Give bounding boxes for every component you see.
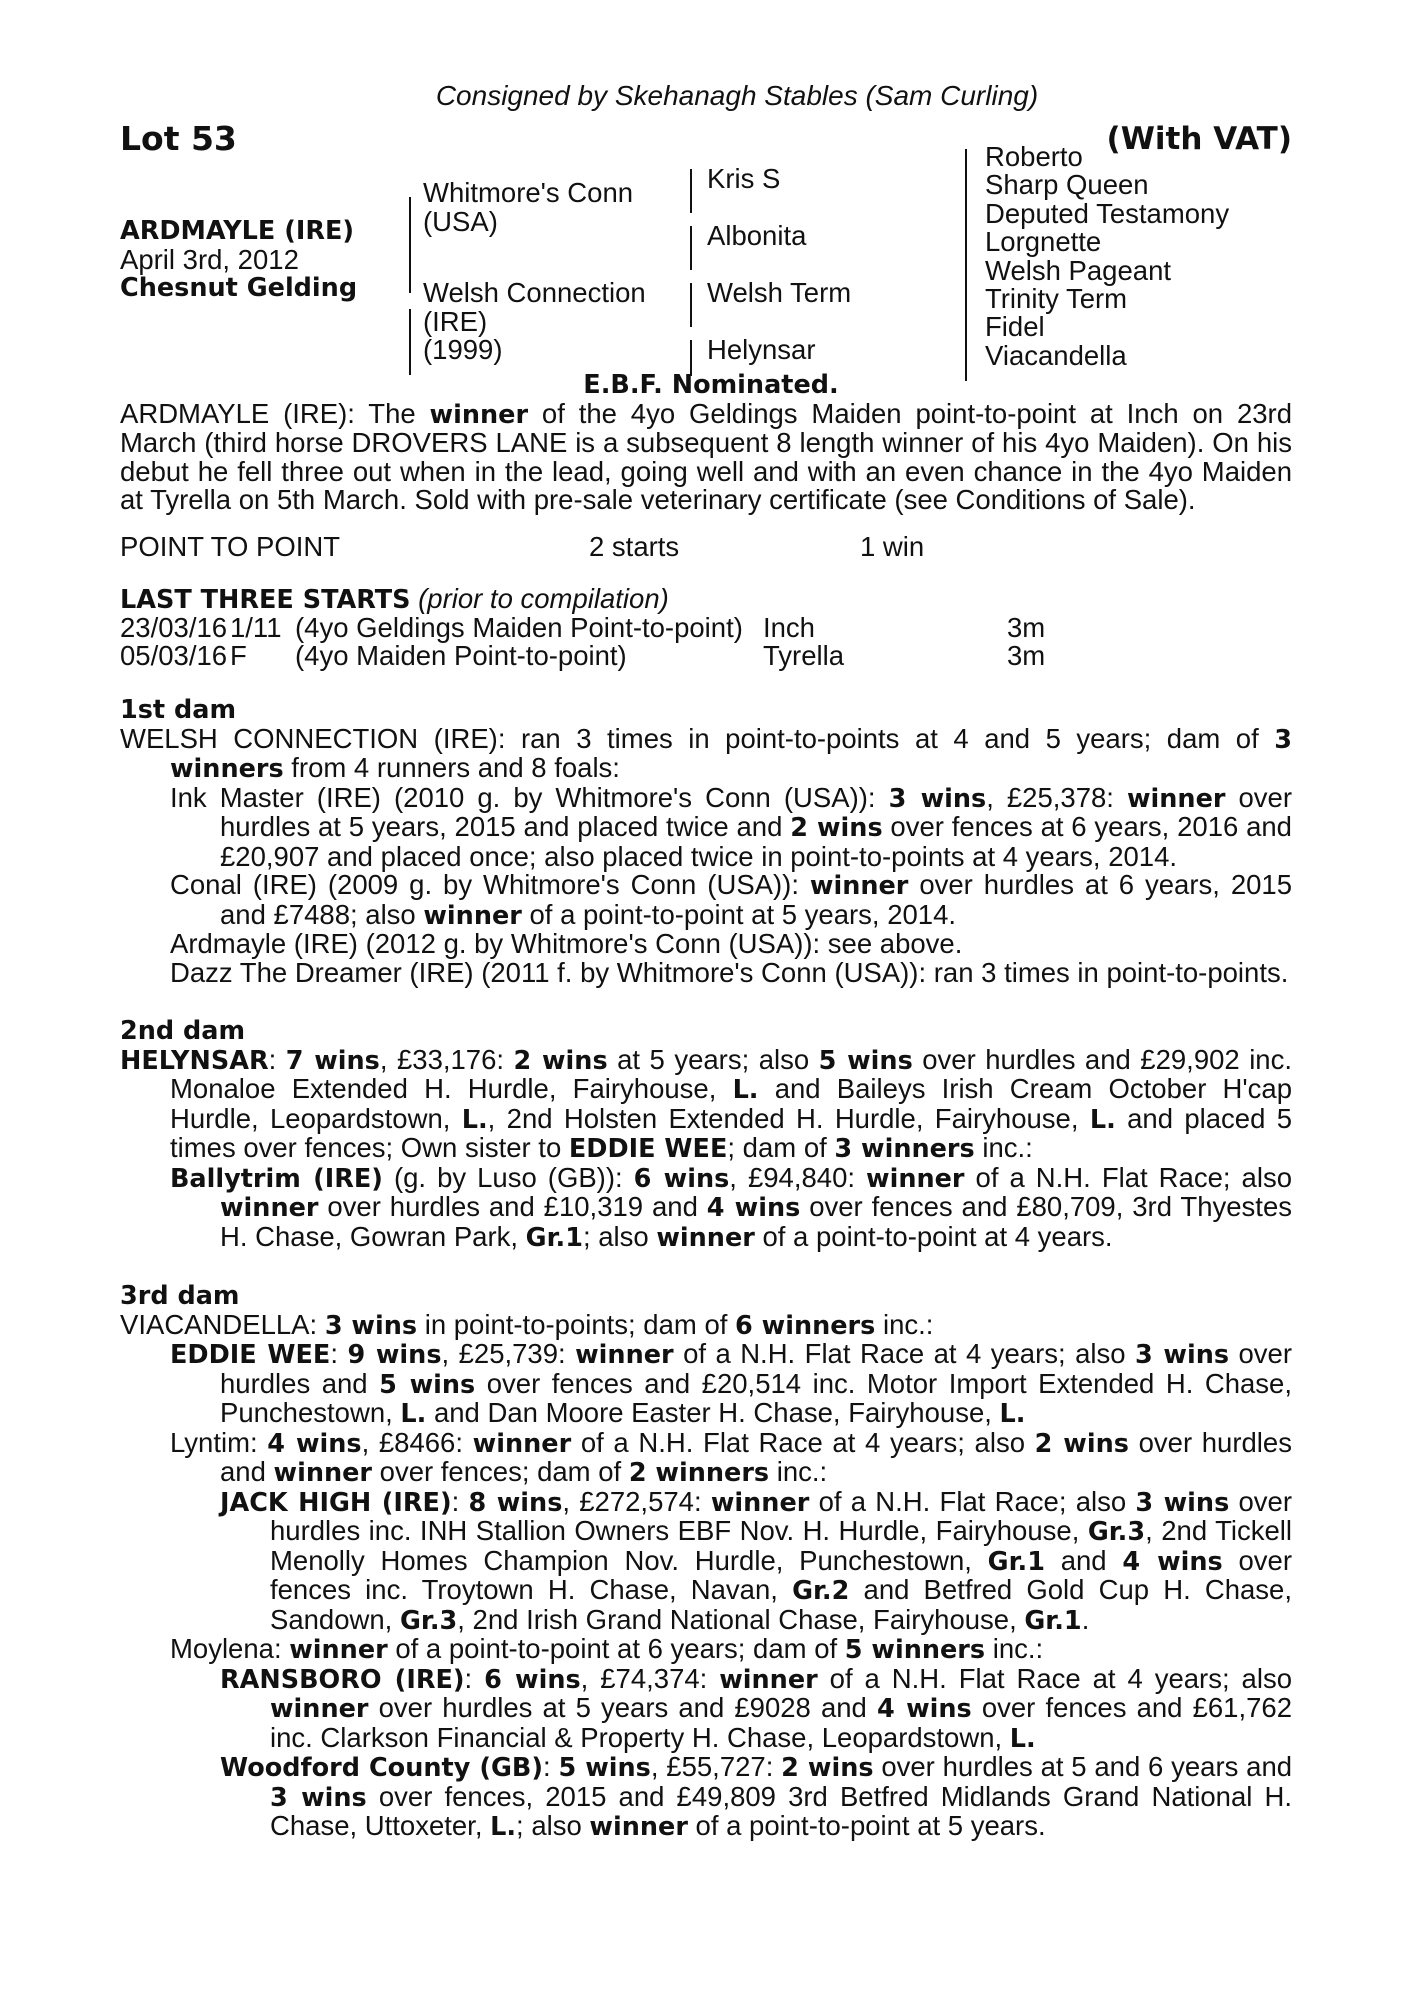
bold-highlight: 2 winners bbox=[628, 1458, 770, 1488]
last-starts-table bbox=[120, 614, 1292, 670]
race-record bbox=[120, 530, 1292, 562]
bold-highlight: 4 wins bbox=[267, 1428, 362, 1459]
granddam-sire: Albonita bbox=[707, 220, 807, 251]
catalogue-page bbox=[120, 82, 1292, 1842]
bold-highlight: 5 wins bbox=[379, 1369, 476, 1400]
bold-highlight: L. bbox=[461, 1104, 488, 1135]
bold-highlight: Gr.1 bbox=[987, 1546, 1045, 1577]
bold-highlight: 4 wins bbox=[706, 1193, 801, 1223]
gg-6: Trinity Term bbox=[985, 283, 1128, 315]
produce-entry: WELSH CONNECTION (IRE): ran 3 times in point-to-points at 4 and 5 years; dam of 3 winners from 4 runners and 8 foals: bbox=[120, 722, 1292, 784]
gg-2: Sharp Queen bbox=[985, 169, 1149, 201]
bold-highlight: winner bbox=[710, 1487, 810, 1518]
second-dam-title: 2nd dam bbox=[120, 1016, 246, 1046]
start-race: (4yo Maiden Point-to-point) bbox=[295, 640, 627, 671]
start-pos: F bbox=[230, 640, 247, 671]
bold-highlight: winner bbox=[809, 871, 909, 901]
bold-highlight: 2 wins bbox=[781, 1753, 874, 1783]
dam-year: (1999) bbox=[423, 334, 503, 365]
pedigree-divider bbox=[409, 197, 411, 293]
bold-highlight: 6 wins bbox=[633, 1163, 730, 1194]
start-course: Tyrella bbox=[763, 640, 844, 671]
bold-highlight: L. bbox=[400, 1399, 427, 1429]
produce-entry: Ballytrim (IRE) (g. by Luso (GB)): 6 wins, £94,840: winner of a N.H. Flat Race; also winner over hurdles and £10,319 and 4 wins over fences and £80,709, 3rd Thyestes H. Chase, Gowran Park, Gr.1; also winner of a point-to-point at 4 years. bbox=[170, 1161, 1292, 1253]
bold-highlight: 3 wins bbox=[270, 1782, 367, 1813]
third-dam-title: 3rd dam bbox=[120, 1281, 240, 1311]
bold-highlight: L. bbox=[490, 1812, 517, 1842]
sire-name: Whitmore's Conn bbox=[423, 177, 634, 208]
horse-dob: April 3rd, 2012 bbox=[120, 243, 299, 275]
great-grandparents bbox=[985, 143, 1229, 370]
bold-highlight: 3 wins bbox=[1135, 1487, 1230, 1518]
gg-7: Fidel bbox=[985, 311, 1045, 343]
last-starts-note: (prior to compilation) bbox=[418, 582, 669, 614]
bold-highlight: 2 wins bbox=[1034, 1428, 1129, 1459]
bold-highlight: 2 wins bbox=[790, 813, 883, 843]
produce-entry: Ink Master (IRE) (2010 g. by Whitmore's Conn (USA)): 3 wins, £25,378: winner over hurdles at 5 years, 2015 and placed twice and 2 wins over fences at 6 years, 2016 and £20,907 and placed once; also placed twice in point-to-points at 4 years, 2014. bbox=[170, 781, 1292, 872]
bold-highlight: winner bbox=[866, 1163, 965, 1194]
produce-entry: EDDIE WEE: 9 wins, £25,739: winner of a N.H. Flat Race at 4 years; also 3 wins over hurdles and 5 wins over fences and £20,514 inc. Motor Import Extended H. Chase, Punchestown, L. and Dan Moore Easter H. Chase, Fairyhouse, L. bbox=[170, 1338, 1293, 1429]
bold-highlight: HELYNSAR bbox=[120, 1045, 269, 1076]
start-date: 05/03/16 bbox=[120, 640, 228, 671]
gg-5: Welsh Pageant bbox=[985, 254, 1172, 286]
first-dam-title: 1st dam bbox=[120, 695, 237, 725]
third-dam-section bbox=[120, 1308, 1293, 1842]
sire-country: (USA) bbox=[423, 205, 498, 237]
bold-highlight: winner bbox=[472, 1428, 572, 1459]
dam-name: Welsh Connection bbox=[423, 277, 646, 308]
bold-highlight: Gr.2 bbox=[792, 1576, 850, 1606]
produce-entry: Lyntim: 4 wins, £8466: winner of a N.H. Flat Race at 4 years; also 2 wins over hurdles and winner over fences; dam of 2 winners inc.: bbox=[170, 1426, 1292, 1488]
bold-highlight: L. bbox=[1009, 1723, 1036, 1754]
gg-3: Deputed Testamony bbox=[985, 197, 1230, 229]
bold-highlight: winner bbox=[423, 900, 522, 931]
start-dist: 3m bbox=[1007, 640, 1046, 671]
produce-entry: JACK HIGH (IRE): 8 wins, £272,574: winner of a N.H. Flat Race; also 3 wins over hurdles inc. INH Stallion Owners EBF Nov. H. Hurdle, Fairyhouse, Gr.3, 2nd Tickell Menolly Homes Champion Nov. Hurdle, Punchestown, Gr.1 and 4 wins over fences inc. Troytown H. Chase, Navan, Gr.2 and Betfred Gold Cup H. Chase, Sandown, Gr.3, 2nd Irish Grand National Chase, Fairyhouse, Gr.1. bbox=[220, 1485, 1292, 1636]
bold-highlight: 9 wins bbox=[347, 1340, 442, 1370]
horse-sex: Chesnut Gelding bbox=[120, 273, 358, 303]
bold-highlight: 5 winners bbox=[844, 1635, 986, 1665]
bold-highlight: 3 wins bbox=[324, 1310, 418, 1341]
start-date: 23/03/16 bbox=[120, 612, 228, 643]
bold-highlight: winner bbox=[220, 1193, 319, 1223]
produce-entry: Conal (IRE) (2009 g. by Whitmore's Conn (USA)): winner over hurdles at 6 years, 2015 and £7488; also winner of a point-to-point at 5 years, 2014. bbox=[170, 869, 1293, 931]
bold-highlight: EDDIE WEE bbox=[170, 1340, 331, 1370]
pedigree-divider bbox=[690, 226, 692, 270]
start-course: Inch bbox=[763, 612, 815, 643]
produce-entry: RANSBORO (IRE): 6 wins, £74,374: winner of a N.H. Flat Race at 4 years; also winner over hurdles at 5 years and £9028 and 4 wins over fences and £61,762 inc. Clarkson Financial & Property H. Chase, Leopardstown, L. bbox=[220, 1662, 1292, 1754]
bold-highlight: L. bbox=[1089, 1104, 1116, 1135]
bold-highlight: Ballytrim (IRE) bbox=[170, 1163, 383, 1194]
pedigree-divider bbox=[965, 149, 967, 381]
granddam-dam: Helynsar bbox=[707, 334, 816, 365]
gg-1: Roberto bbox=[985, 141, 1083, 172]
produce-entry: Woodford County (GB): 5 wins, £55,727: 2 wins over hurdles at 5 and 6 years and 3 wins over fences, 2015 and £49,809 3rd Betfred Midlands Grand National H. Chase, Uttoxeter, L.; also winner of a point-to-point at 5 years. bbox=[220, 1751, 1293, 1842]
bold-highlight: L. bbox=[999, 1399, 1026, 1429]
dam bbox=[423, 279, 646, 365]
first-dam-section bbox=[120, 722, 1293, 988]
bold-highlight: 3 winners bbox=[170, 724, 1292, 784]
consignor-line: Consigned by Skehanagh Stables (Sam Curling) bbox=[435, 80, 1039, 111]
record-wins: 1 win bbox=[860, 530, 925, 562]
sire bbox=[423, 179, 633, 236]
pedigree-divider bbox=[690, 169, 692, 213]
bold-highlight: Gr.1 bbox=[1024, 1605, 1082, 1636]
bold-highlight: 3 wins bbox=[1134, 1340, 1230, 1370]
pedigree-divider bbox=[690, 340, 692, 376]
produce-entry: Moylena: winner of a point-to-point at 6 years; dam of 5 winners inc.: bbox=[170, 1633, 1044, 1665]
horse-info bbox=[120, 217, 357, 303]
produce-entry: Ardmayle (IRE) (2012 g. by Whitmore's Conn (USA)): see above. bbox=[170, 928, 963, 959]
produce-entry: HELYNSAR: 7 wins, £33,176: 2 wins at 5 years; also 5 wins over hurdles and £29,902 inc. Monaloe Extended H. Hurdle, Fairyhouse, L. and Baileys Irish Cream October H'cap Hurdle, Leopardstown, L., 2nd Holsten Extended H. Hurdle, Fairyhouse, L. and placed 5 times over fences; Own sister to EDDIE WEE; dam of 3 winners inc.: bbox=[120, 1043, 1293, 1164]
last-starts-header bbox=[120, 582, 1292, 615]
record-starts: 2 starts bbox=[589, 530, 680, 562]
grandsire-sire: Kris S bbox=[707, 163, 781, 194]
bold-highlight: L. bbox=[732, 1075, 759, 1105]
bold-highlight: winner bbox=[719, 1664, 818, 1695]
bold-highlight: 6 wins bbox=[484, 1664, 581, 1695]
record-label: POINT TO POINT bbox=[120, 530, 341, 562]
bold-highlight: winner bbox=[273, 1458, 373, 1488]
bold-highlight: 5 wins bbox=[558, 1753, 651, 1783]
bold-highlight: winner bbox=[1126, 783, 1226, 814]
bold-highlight: JACK HIGH (IRE) bbox=[220, 1487, 452, 1518]
bold-highlight: RANSBORO (IRE) bbox=[220, 1664, 465, 1695]
bold-highlight: winner bbox=[270, 1694, 369, 1724]
pedigree-table bbox=[120, 141, 1292, 375]
bold-highlight: Woodford County (GB) bbox=[220, 1753, 544, 1783]
start-dist: 3m bbox=[1007, 612, 1046, 643]
bold-highlight: 7 wins bbox=[285, 1045, 380, 1076]
gg-4: Lorgnette bbox=[985, 226, 1102, 258]
pedigree-divider bbox=[409, 309, 411, 375]
bold-highlight: 4 wins bbox=[876, 1694, 972, 1724]
bold-highlight: 4 wins bbox=[1122, 1546, 1223, 1577]
grandsire-dam: Welsh Term bbox=[707, 277, 852, 308]
second-dam-section bbox=[120, 1043, 1293, 1253]
gg-8: Viacandella bbox=[985, 339, 1127, 371]
start-row bbox=[120, 642, 1292, 670]
bold-highlight: winner bbox=[575, 1340, 674, 1370]
bold-highlight: 3 winners bbox=[834, 1134, 975, 1164]
bold-highlight: winner bbox=[656, 1222, 755, 1253]
bold-highlight: winner bbox=[429, 399, 529, 430]
produce-entry: VIACANDELLA: 3 wins in point-to-points; dam of 6 winners inc.: bbox=[120, 1308, 934, 1341]
produce-entry: Dazz The Dreamer (IRE) (2011 f. by Whitmore's Conn (USA)): ran 3 times in point-to-points. bbox=[170, 956, 1289, 988]
bold-highlight: 2 wins bbox=[513, 1045, 608, 1076]
bold-highlight: 5 wins bbox=[818, 1045, 913, 1076]
bold-highlight: 3 wins bbox=[888, 783, 987, 814]
bold-highlight: Gr.3 bbox=[1087, 1517, 1146, 1547]
bold-highlight: Gr.3 bbox=[399, 1605, 458, 1636]
bold-highlight: winner bbox=[589, 1812, 688, 1842]
ebf-note: E.B.F. Nominated. bbox=[583, 370, 839, 400]
bold-highlight: winner bbox=[289, 1635, 388, 1665]
pedigree-divider bbox=[690, 283, 692, 327]
dam-country: (IRE) bbox=[423, 305, 488, 337]
intro-paragraph: ARDMAYLE (IRE): The winner of the 4yo Geldings Maiden point-to-point at Inch on 23rd March (third horse DROVERS LANE is a subsequent 8 length winner of his 4yo Maiden). On his debut he fell three out when in the lead, going well and with an even chance in the 4yo Maiden at Tyrella on 5th March. Sold with pre-sale veterinary certificate (see Conditions of Sale). bbox=[120, 397, 1292, 515]
start-row bbox=[120, 614, 1292, 642]
lot-number: Lot 53 bbox=[120, 118, 237, 158]
start-race: (4yo Geldings Maiden Point-to-point) bbox=[295, 612, 743, 643]
vat-note: (With VAT) bbox=[1106, 120, 1292, 157]
bold-highlight: EDDIE WEE bbox=[568, 1134, 728, 1164]
last-starts-title: LAST THREE STARTS bbox=[120, 584, 411, 615]
bold-highlight: 8 wins bbox=[468, 1487, 563, 1518]
horse-name: ARDMAYLE (IRE) bbox=[120, 216, 355, 246]
start-pos: 1/11 bbox=[230, 612, 282, 643]
bold-highlight: Gr.1 bbox=[525, 1222, 583, 1253]
bold-highlight: 6 winners bbox=[735, 1310, 876, 1341]
